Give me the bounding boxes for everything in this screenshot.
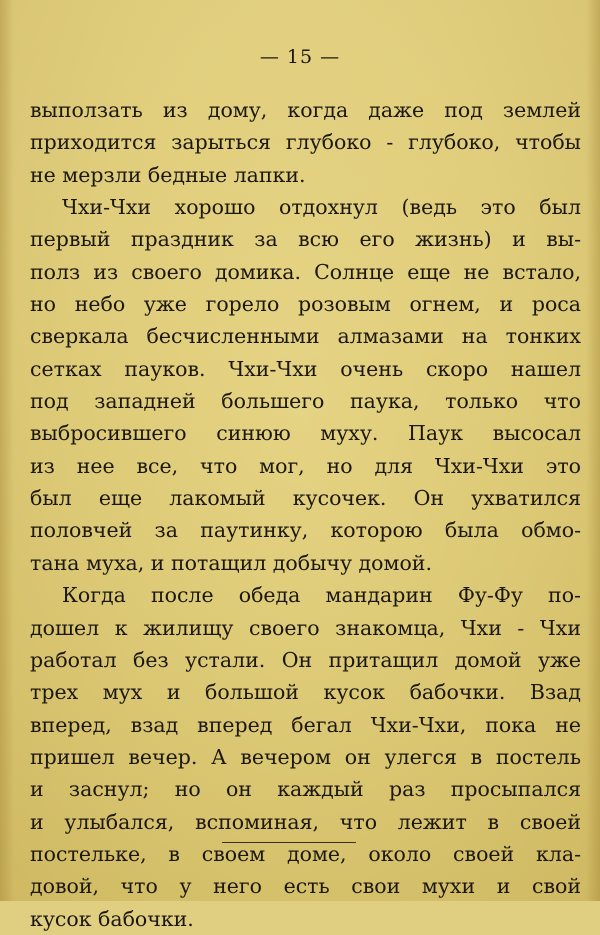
text-line: пришел вечер. А вечером он улегся в постель <box>30 744 581 769</box>
text-line: был еще лакомый кусочек. Он ухватился <box>30 486 581 511</box>
text-line: сетках пауков. Чхи-Чхи очень скоро нашел <box>30 356 581 381</box>
text-line: работал без устали. Он притащил домой уже <box>30 647 581 672</box>
text-line: сверкала бесчисленными алмазами на тонких <box>30 324 581 349</box>
body-text <box>30 94 581 935</box>
text-line: но небо уже горело розовым огнем, и роса <box>30 292 581 317</box>
text-line: из нее все, что мог, но для Чхи-Чхи это <box>30 453 581 478</box>
text-line: выбросившего синюю муху. Паук высосал <box>30 421 581 446</box>
text-line: не мерзли бедные лапки. <box>30 162 306 187</box>
text-line: выползать из дому, когда даже под землей <box>30 98 581 122</box>
text-line: тана муха, и потащил добычу домой. <box>30 550 432 575</box>
text-line: вперед, взад вперед бегал Чхи-Чхи, пока не <box>30 712 581 737</box>
text-line: довой, что у него есть свои мухи и свой <box>30 874 581 899</box>
text-line: половчей за паутинку, которою была обмо- <box>30 518 581 543</box>
text-line: первый праздник за всю его жизнь) и вы- <box>30 227 581 252</box>
page-number: — 15 — <box>259 46 341 68</box>
paragraph-first-line: Чхи-Чхи хорошо отдохнул (ведь это был <box>62 195 581 220</box>
text-line: постельке, в своем доме, около своей кла- <box>30 841 581 866</box>
section-divider <box>222 842 356 843</box>
text-line: полз из своего домика. Солнце еще не встало, <box>30 259 581 284</box>
text-line: приходится зарыться глубоко - глубоко, чтобы <box>30 130 581 155</box>
text-line: дошел к жилищу своего знакомца, Чхи - Чхи <box>30 615 581 640</box>
text-line: трех мух и большой кусок бабочки. Взад <box>30 680 581 705</box>
page-edge-shadow-right <box>586 0 600 901</box>
text-line: под западней большего паука, только что <box>30 389 581 414</box>
page-edge-shadow-left <box>0 0 14 901</box>
text-line: и улыбался, вспоминая, что лежит в своей <box>30 809 581 834</box>
text-line: кусок бабочки. <box>30 906 194 931</box>
paragraph-first-line: Когда после обеда мандарин Фу-Фу по- <box>62 583 581 608</box>
text-line: и заснул; но он каждый раз просыпался <box>30 777 581 802</box>
